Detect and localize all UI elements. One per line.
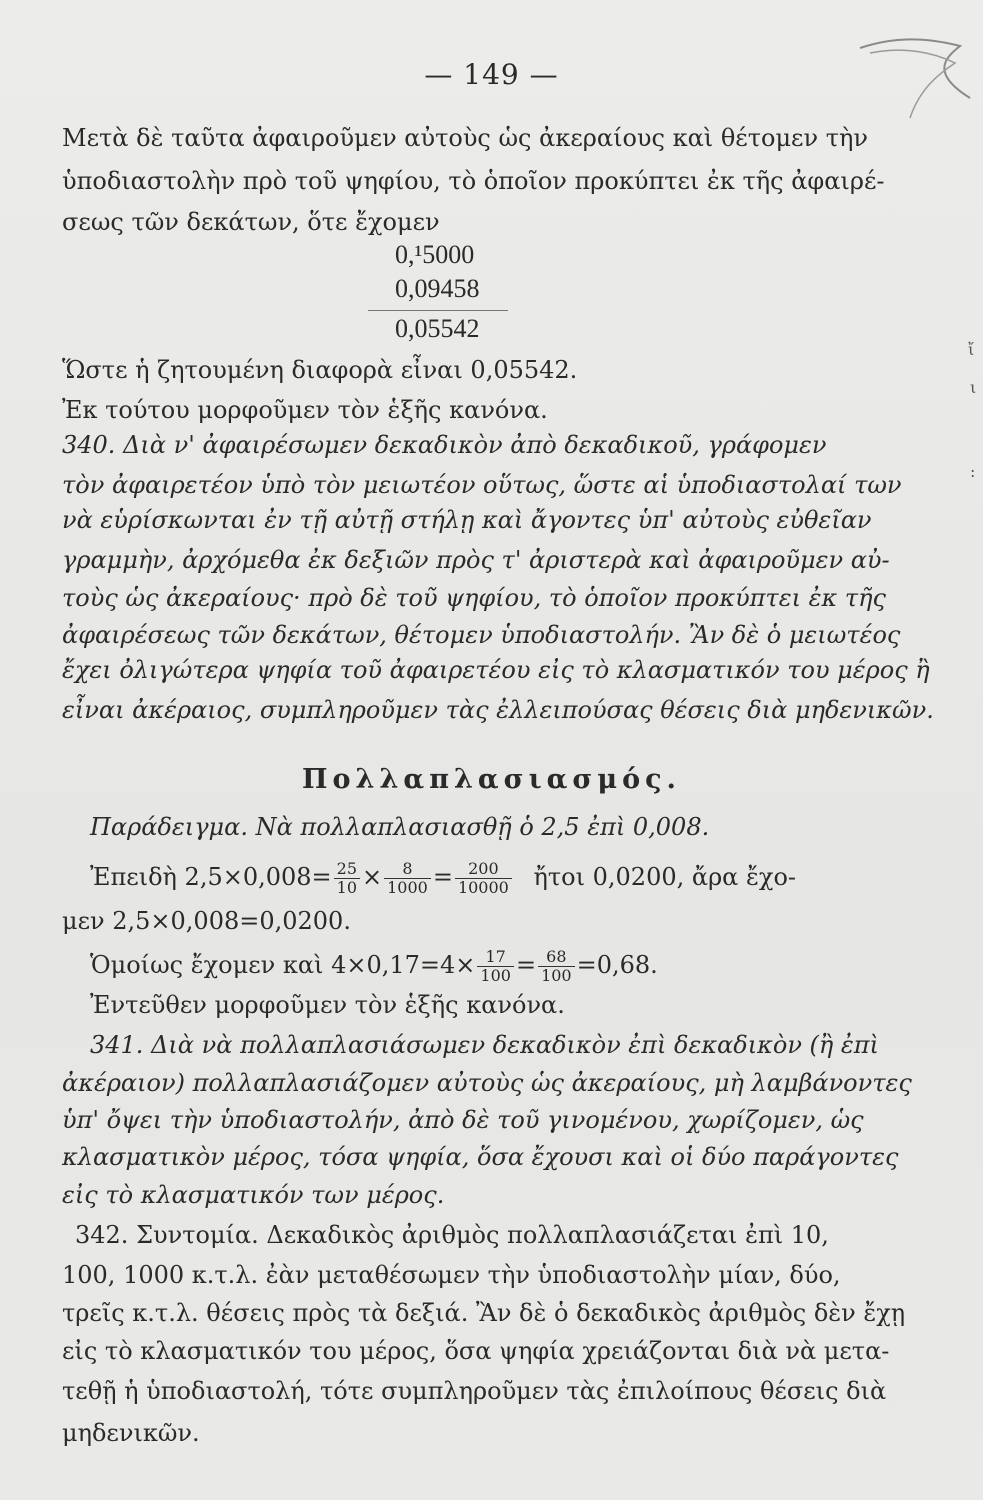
equals-sign: = [432, 863, 453, 891]
times-sign: × [362, 863, 383, 891]
example-line-4-end: =0,68. [576, 951, 658, 979]
rule340-line-2: τὸν ἀφαιρετέον ὑπὸ τὸν μειωτέον οὕτως, ὥστε αἱ ὑποδιαστολαί των [62, 471, 902, 499]
margin-mark: : [970, 462, 976, 481]
intro-line-1: Μετὰ δὲ ταῦτα ἀφαιροῦμεν αὐτοὺς ὡς ἀκεραίους καὶ θέτομεν τὴν [62, 124, 868, 152]
rule342-line-4: εἰς τὸ κλασματικόν του μέρος, ὅσα ψηφία χρειάζονται διὰ νὰ μετα- [62, 1337, 890, 1365]
rule340-line-7: ἔχει ὀλιγώτερα ψηφία τοῦ ἀφαιρετέου εἰς τὸ κλασματικόν του μέρος ἢ [62, 656, 930, 684]
rule342-line-2: 100, 1000 κ.τ.λ. ἐὰν μεταθέσωμεν τὴν ὑποδιαστολὴν μίαν, δύο, [62, 1261, 841, 1289]
example-line-2 [90, 860, 796, 897]
fraction-denominator: 10000 [457, 878, 509, 897]
fraction-25-10 [334, 860, 360, 897]
fraction-numerator: 200 [455, 860, 512, 879]
fraction-denominator: 1000 [387, 878, 428, 897]
result-line-2: Ἐκ τούτου μορφοῦμεν τὸν ἑξῆς κανόνα. [62, 396, 548, 424]
rule341-line-3: ὑπ' ὄψει τὴν ὑποδιαστολήν, ἀπὸ δὲ τοῦ γινομένου, χωρίζομεν, ὡς [62, 1106, 864, 1134]
rule340-line-5: τοὺς ὡς ἀκεραίους· πρὸ δὲ τοῦ ψηφίου, τὸ ὁποῖον προκύπτει ἐκ τῆς [62, 584, 886, 612]
example-line-2-end: ἤτοι 0,0200, ἄρα ἔχο- [533, 863, 796, 891]
margin-mark: ἴ [968, 340, 975, 359]
calc-difference: 0,05542 [395, 314, 480, 343]
fraction-denominator: 100 [541, 966, 572, 985]
example-line-2-start: Ἐπειδὴ 2,5×0,008= [90, 863, 332, 891]
fraction-8-1000 [384, 860, 431, 897]
fraction-numerator: 17 [477, 948, 514, 967]
fraction-68-100 [538, 948, 575, 985]
rule342-line-1: 342. Συντομία. Δεκαδικὸς ἀριθμὸς πολλαπλασιάζεται ἐπὶ 10, [75, 1221, 829, 1249]
equals-sign: = [515, 951, 537, 979]
intro-line-3: σεως τῶν δεκάτων, ὅτε ἔχομεν [62, 208, 440, 236]
result-line-1: Ὥστε ἡ ζητουμένη διαφορὰ εἶναι 0,05542. [62, 356, 578, 384]
fraction-denominator: 100 [480, 966, 511, 985]
rule342-line-6: μηδενικῶν. [62, 1419, 200, 1447]
rule342-line-3: τρεῖς κ.τ.λ. θέσεις πρὸς τὰ δεξιά. Ἂν δὲ ὁ δεκαδικὸς ἀριθμὸς δὲν ἔχῃ [62, 1299, 906, 1327]
rule341-line-5: εἰς τὸ κλασματικόν των μέρος. [62, 1181, 445, 1209]
fraction-numerator: 68 [538, 948, 575, 967]
rule341-line-4: κλασματικὸν μέρος, τόσα ψηφία, ὅσα ἔχουσι καὶ οἱ δύο παράγοντες [62, 1143, 899, 1171]
rule341-line-2: ἀκέραιον) πολλαπλασιάζομεν αὐτοὺς ὡς ἀκεραίους, μὴ λαμβάνοντες [62, 1069, 912, 1097]
example-line-4 [90, 948, 658, 985]
example-line-4-start: Ὁμοίως ἔχομεν καὶ 4×0,17=4× [90, 951, 476, 979]
rule342-line-5: τεθῇ ἡ ὑποδιαστολή, τότε συμπληροῦμεν τὰς ἐπιλοίπους θέσεις διὰ [62, 1377, 887, 1405]
section-title: Πολλαπλασιασμός. [302, 764, 681, 795]
subtraction-rule [368, 310, 508, 311]
rule340-line-1: 340. Διὰ ν' ἀφαιρέσωμεν δεκαδικὸν ἀπὸ δεκαδικοῦ, γράφομεν [62, 431, 827, 459]
example-line-1: Παράδειγμα. Νὰ πολλαπλασιασθῇ ὁ 2,5 ἐπὶ 0,008. [90, 813, 710, 841]
fraction-numerator: 8 [384, 860, 431, 879]
intro-line-2: ὑποδιαστολὴν πρὸ τοῦ ψηφίου, τὸ ὁποῖον προκύπτει ἐκ τῆς ἀφαιρέ- [62, 167, 885, 195]
example-line-5: Ἐντεῦθεν μορφοῦμεν τὸν ἑξῆς κανόνα. [90, 991, 565, 1019]
rule340-line-3: νὰ εὑρίσκωνται ἐν τῇ αὐτῇ στήλῃ καὶ ἄγοντες ὑπ' αὐτοὺς εὐθεῖαν [62, 506, 872, 534]
rule340-line-8: εἶναι ἀκέραιος, συμπληροῦμεν τὰς ἐλλειπούσας θέσεις διὰ μηδενικῶν. [62, 696, 934, 724]
fraction-17-100 [477, 948, 514, 985]
fraction-200-10000 [455, 860, 512, 897]
rule340-line-4: γραμμὴν, ἀρχόμεθα ἐκ δεξιῶν πρὸς τ' ἀριστερὰ καὶ ἀφαιροῦμεν αὐ- [62, 546, 890, 574]
rule340-line-6: ἀφαιρέσεως τῶν δεκάτων, θέτομεν ὑποδιαστολήν. Ἂν δὲ ὁ μειωτέος [62, 621, 901, 649]
page-number: — 149 — [424, 58, 559, 91]
fraction-denominator: 10 [336, 878, 357, 897]
calc-subtrahend: 0,09458 [395, 274, 480, 303]
fraction-numerator: 25 [334, 860, 360, 879]
calc-minuend: 0,¹5000 [395, 240, 475, 269]
margin-mark: ι [970, 378, 977, 397]
example-line-3: μεν 2,5×0,008=0,0200. [62, 907, 351, 935]
rule341-line-1: 341. Διὰ νὰ πολλαπλασιάσωμεν δεκαδικὸν ἐπὶ δεκαδικὸν (ἢ ἐπὶ [90, 1031, 879, 1059]
